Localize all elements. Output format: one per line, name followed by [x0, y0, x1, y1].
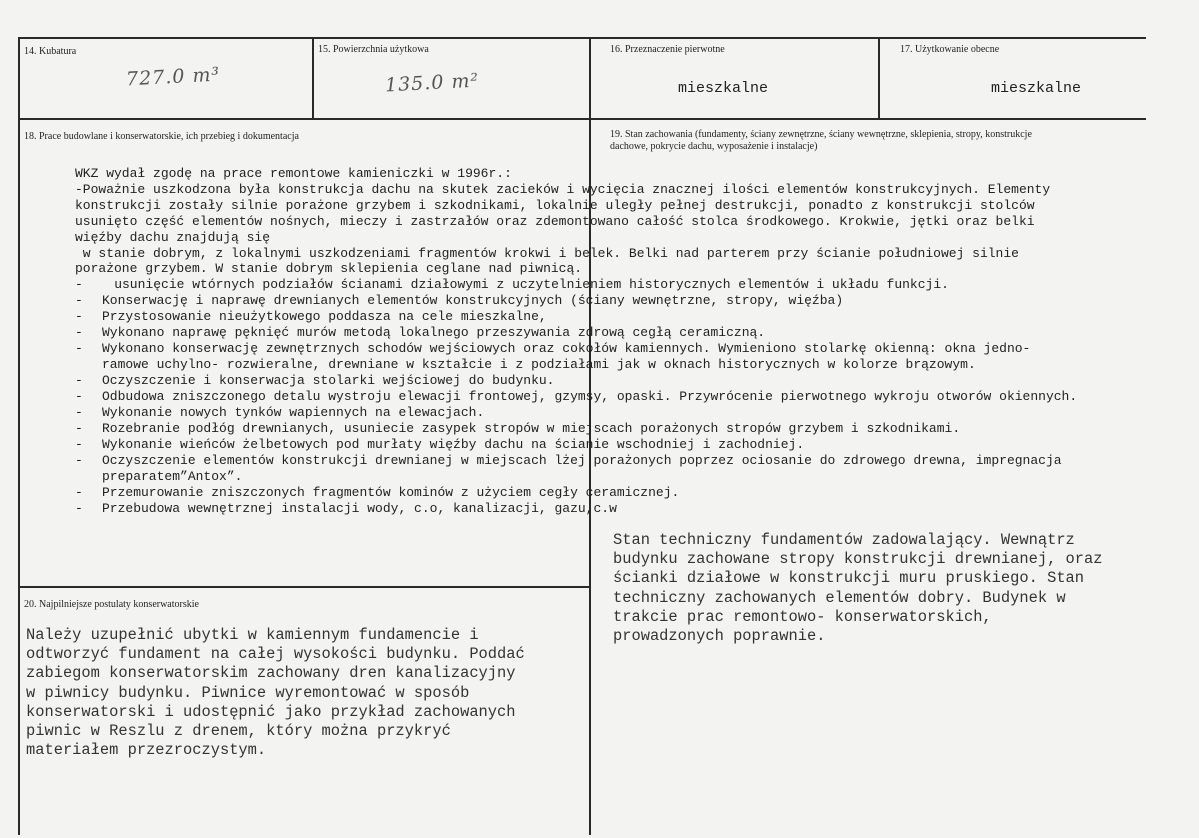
bullet-dash: - [75, 453, 83, 468]
works-line: WKZ wydał zgodę na prace remontowe kamieniczki w 1996r.: [75, 166, 512, 181]
works-line: Wykonanie nowych tynków wapiennych na elewacjach. [102, 405, 485, 420]
bullet-dash: - [75, 421, 83, 436]
row-divider [18, 118, 1146, 120]
works-line: -Poważnie uszkodzona była konstrukcja dachu na skutek zacieków i wycięcia znacznej ilości elementów konstrukcyjnych. Elementy [75, 182, 1051, 197]
works-line: w stanie dobrym, z lokalnymi uszkodzeniami fragmentów krokwi i belek. Belki nad parterem przy ścianie południowej silnie [75, 246, 1019, 261]
works-line: porażone grzybem. W stanie dobrym sklepienia ceglane nad piwnicą. [75, 261, 583, 276]
field-14-label: 14. Kubatura [24, 46, 77, 57]
works-line: Konserwację i naprawę drewnianych elementów konstrukcyjnych (ściany wewnętrzne, stropy, więźba) [102, 293, 844, 308]
bullet-dash: - [75, 341, 83, 356]
col-divider-1 [312, 37, 314, 119]
field-19-label-1: 19. Stan zachowania (fundamenty, ściany zewnętrzne, ściany wewnętrzne, sklepienia, stropy, konstrukcje [610, 129, 1032, 140]
works-line: konstrukcji zostały silnie porażone grzybem i szkodnikami, lokalnie uległy pełnej destrukcji, ponadto z konstrukcji stolców [75, 198, 1035, 213]
works-line: Odbudowa zniszczonego detalu wystroju elewacji frontowej, gzymsy, opaski. Przywrócenie pierwotnego wykroju otworów okiennych. [102, 389, 1078, 404]
works-line: Wykonano konserwację zewnętrznych schodów wejściowych oraz cokołów kamiennych. Wymieniono stolarkę okienną: okna jedno- [102, 341, 1031, 356]
works-line: preparatem”Antox”. [102, 469, 243, 484]
works-line: Przemurowanie zniszczonych fragmentów kominów z użyciem cegły ceramicznej. [102, 485, 680, 500]
field-15-label: 15. Powierzchnia użytkowa [318, 44, 429, 55]
works-line: Oczyszczenie i konserwacja stolarki wejściowej do budynku. [102, 373, 555, 388]
left-border [18, 37, 20, 835]
works-line: Przystosowanie nieużytkowego poddasza na cele mieszkalne, [102, 309, 547, 324]
works-line: Rozebranie podłóg drewnianych, usuniecie zasypek stropów w miejscach porażonych stropów grzybem i szkodnikami. [102, 421, 961, 436]
bullet-dash: - [75, 437, 83, 452]
bullet-dash: - [75, 405, 83, 420]
current-use-value: mieszkalne [991, 80, 1082, 97]
bullet-dash: - [75, 389, 83, 404]
works-line: Wykonanie wieńców żelbetowych pod murłaty więźby dachu na ścianie wschodniej i zachodniej. [102, 437, 805, 452]
works-line: Przebudowa wewnętrznej instalacji wody, c.o, kanalizacji, gazu,c.w [102, 501, 617, 516]
works-line: Oczyszczenie elementów konstrukcji drewnianej w miejscach lżej porażonych poprzez ociosanie do zdrowego drewna, impregnacja [102, 453, 1062, 468]
col-divider-3 [878, 37, 880, 119]
top-border [18, 37, 1146, 39]
field-19-label-2: dachowe, pokrycie dachu, wyposażenie i instalacje) [610, 141, 818, 152]
field-16-label: 16. Przeznaczenie pierwotne [610, 44, 725, 55]
bullet-dash: - [75, 277, 83, 292]
bullet-dash: - [75, 373, 83, 388]
section-20-divider [18, 586, 590, 588]
field-17-label: 17. Użytkowanie obecne [900, 44, 1000, 55]
usable-area-value: 135.0 m² [384, 69, 480, 97]
state-of-preservation-text: Stan techniczny fundamentów zadowalający. Wewnątrz budynku zachowane stropy konstrukcji drewnianej, oraz ścianki działowe w konstrukcji muru pruskiego. Stan techniczny zachowanych elementów dobry. Budynek w trakcie prac remontowo- konserwatorskich, prowadzonych poprawnie. [613, 531, 1103, 646]
works-line: ramowe uchylno- rozwieralne, drewniane w kształcie i z podziałami jak w oknach historycznych w kolorze brązowym. [102, 357, 976, 372]
works-line: usunięcie wtórnych podziałów ścianami działowymi z uczytelnieniem historycznych elementów i układu funkcji. [83, 277, 949, 292]
field-20-label: 20. Najpilniejsze postulaty konserwatorskie [24, 599, 199, 610]
original-purpose-value: mieszkalne [678, 80, 769, 97]
bullet-dash: - [75, 325, 83, 340]
bullet-dash: - [75, 485, 83, 500]
cubature-value: 727.0 m³ [125, 63, 221, 91]
bullet-dash: - [75, 293, 83, 308]
field-18-label: 18. Prace budowlane i konserwatorskie, ich przebieg i dokumentacja [24, 131, 299, 142]
works-line: usunięto część elementów nośnych, mieczy i zastrzałów oraz zdemontowano całość stolca środkowego. Krokwie, jętki oraz belki [75, 214, 1035, 229]
works-line: Wykonano naprawę pęknięć murów metodą lokalnego przeszywania zdrową cegłą ceramiczną. [102, 325, 766, 340]
conservation-postulates-text: Należy uzupełnić ubytki w kamiennym fundamencie i odtworzyć fundament na całej wysokości budynku. Poddać zabiegom konserwatorskim zachowany dren kanalizacyjny w piwnicy budynku. Piwnice wyremontować w sposób konserwatorski i udostępnić jako przykład zachowanych piwnic w Reszlu z drenem, który można przykryć materiałem przezroczystym. [26, 626, 525, 760]
bullet-dash: - [75, 309, 83, 324]
works-line: więźby dachu znajdują się [75, 230, 271, 245]
col-divider-2 [589, 37, 591, 835]
bullet-dash: - [75, 501, 83, 516]
